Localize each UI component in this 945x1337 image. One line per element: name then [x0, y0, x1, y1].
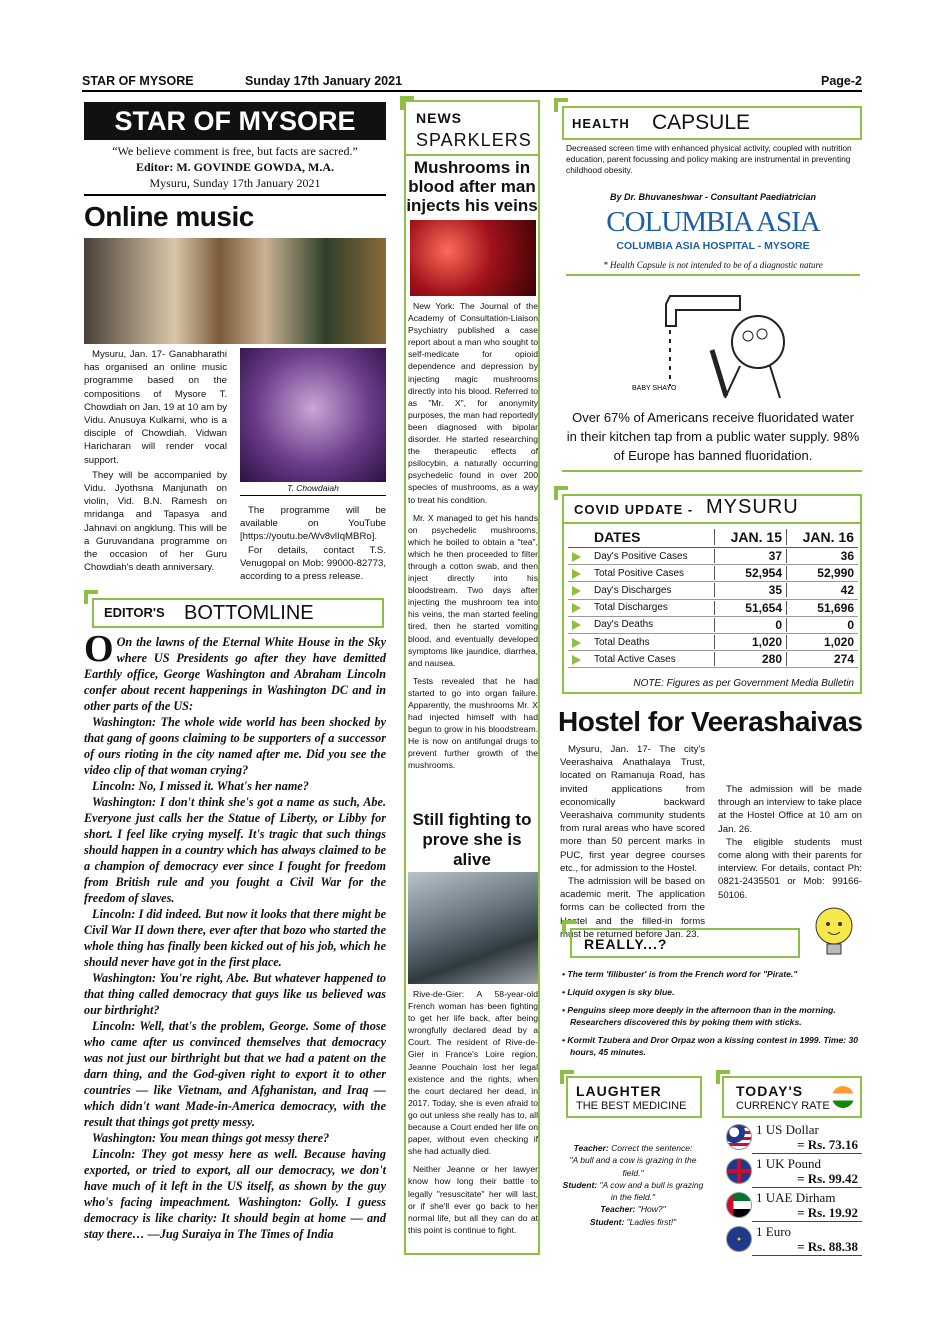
- currency-label2: CURRENCY RATE: [736, 1100, 830, 1112]
- news-p5: Neither Jeanne or her lawyer know how long their battle to legally "resuscitate" her will last, or if she'll ever go back to her normal life, but all they can do at this point is continue to fight.: [408, 1164, 538, 1235]
- news-h2: Still fighting to prove she is alive: [412, 810, 532, 869]
- header-paper: STAR OF MYSORE: [82, 74, 194, 88]
- flag-icon: [726, 1124, 752, 1150]
- news-label2: SPARKLERS: [416, 130, 532, 150]
- covid-row: Day's Deaths 0 0: [568, 617, 858, 634]
- really-label: REALLY...?: [584, 936, 668, 952]
- bullet-arrow-icon: [572, 620, 581, 630]
- music-col1: [84, 348, 227, 574]
- ed-p1: Washington: The whole wide world has been shocked by that gang of goons claiming to be supporters of a successor of ours rioting in the city named after me. Did you see the video clip of that woman crying?: [84, 715, 386, 777]
- joke-line: "A bull and a cow is grazing in the field.": [569, 1155, 697, 1178]
- covid-header-jan16: JAN. 16: [786, 529, 858, 545]
- bullet-arrow-icon: [572, 552, 581, 562]
- lightbulb-icon: [808, 902, 860, 964]
- tap-cartoon: [630, 286, 800, 404]
- ed-p8: Lincoln: They got messy here as well. Because having exported, or tried to export, all our democracy, we don't have much of it left in the US itself, as shown by the guy who's facing impeachment. Washington: Golly. I guess democracy is like charity: It should begin at home — and stay there… —Jug Suraiya in The Times of India: [84, 1147, 386, 1241]
- covid-row: Total Active Cases 280 274: [568, 651, 858, 668]
- currency-item: 1 UK Pound = Rs. 99.42: [722, 1154, 862, 1188]
- joke-line: Student: "Ladies first!": [589, 1216, 677, 1227]
- hostel-p2: The admission will be based on academic merit. The application forms can be collected from the Hostel and the filled-in forms must be returned before Jan. 23.: [560, 876, 705, 940]
- hostel-p3: The admission will be made through an interview to take place at the Hostel Office at 10 am on Jan. 26.: [718, 784, 862, 835]
- joke-line: Student: "A cow and a bull is grazing in the field.": [562, 1179, 704, 1203]
- hostel-p1: Mysuru, Jan. 17- The city's Veerashaiva Anathalaya Trust, located on Ramanuja Road, has invited applications from economically backward Veerashaiva community students from rural areas who have scored more than 50 percent marks in PUC, first year degree courses etc., for admission to the Hostel.: [560, 744, 705, 874]
- news-text2: [408, 988, 538, 1236]
- music-p2: They will be accompanied by Vidu. Jyothsna Manjunath on violin, Vid. B.N. Ramesh on mridanga and Tapasya and Jahnavi on angklung. This will be a Guruvandana programme on the occasion of her Guru Chowdiah's death anniversary.: [84, 469, 227, 574]
- news-p1: New York: The Journal of the Academy of Consultation-Liaison Psychiatry published a case report about a man who sought to self-medicate for opioid dependence and depression by injecting magic mushrooms directly into his blood. Referred to as "Mr. X", for anonymity purposes, the man had reportedly been diagnosed with bipolar disorder. He started researching the therapeutic effects of psilocybin, a naturally occurring psychedelic found in over 200 species of mushrooms, as a way to treat his condition.: [408, 301, 538, 505]
- editor-line: Editor: M. GOVINDE GOWDA, M.A.: [136, 160, 334, 174]
- health-label2: CAPSULE: [652, 111, 751, 134]
- list-item: • Penguins sleep more deeply in the afternoon than in the morning. Researchers discovered this by poking them with sticks.: [562, 1005, 836, 1027]
- covid-row: Total Positive Cases 52,954 52,990: [568, 565, 858, 582]
- covid-label2: MYSURU: [706, 496, 799, 518]
- news-p2: Mr. X managed to get his hands on psychedelic mushrooms, which he boiled to obtain a "tea", which he then proceeded to filter through a cotton swab, and then inject directly into his bloodstream. Two days after injecting the mushroom tea into his veins, the man started feeling tired, then he started vomiting blood, and eventually developed symptoms like jaundice, diarrhea, and nausea.: [408, 512, 538, 668]
- music-headline: Online music: [84, 201, 254, 232]
- health-byline: By Dr. Bhuvaneshwar - Consultant Paediatrician: [609, 192, 817, 202]
- covid-box: [562, 494, 862, 694]
- music-p3: The programme will be available on YouTube [https://youtu.be/Wv8vlIqMBRo].: [240, 505, 386, 543]
- covid-note: NOTE: Figures as per Government Media Bulletin: [633, 678, 854, 689]
- rule: [84, 194, 386, 196]
- really-list: [562, 968, 862, 1064]
- covid-header-jan15: JAN. 15: [714, 529, 786, 545]
- list-item: • The term 'filibuster' is from the French word for "Pirate.": [562, 969, 798, 979]
- masthead-title: STAR OF MYSORE: [84, 102, 386, 140]
- blood-cells-image: [410, 220, 536, 296]
- hospital-name: COLUMBIA ASIA HOSPITAL - MYSORE: [616, 240, 810, 252]
- covid-label1: COVID UPDATE -: [574, 502, 694, 517]
- ed-p7: Washington: You mean things got messy there?: [92, 1131, 330, 1145]
- chowdiah-photo: [240, 348, 386, 482]
- currency-item: 1 Euro = Rs. 88.38: [722, 1222, 862, 1256]
- covid-row: Day's Positive Cases 37 36: [568, 548, 858, 565]
- concert-photo: [84, 238, 386, 344]
- bullet-arrow-icon: [572, 569, 581, 579]
- hostel-p4: The eligible students must come along with their parents for interview. For details, contact Ph: 0821-2435501 or Mob: 99166-50106.: [718, 836, 862, 901]
- news-p3: Tests revealed that he had started to go into organ failure. Apparently, the mushrooms Mr. X had injected himself with had begun to grow in his bloodstream. He is now on antifungal drugs to prevent further growth of the mushrooms.: [408, 675, 538, 771]
- covid-row: Total Discharges 51,654 51,696: [568, 600, 858, 617]
- ed-p6: Lincoln: Well, that's the problem, George. Some of those who came after us convinced themselves that democracy was not just our birthright but that we had a patent on the darn thing, and the God-given right to export it to other countries — like Vietnam, and Afghanistan, and Iraq — which didn't want Made-in-America democracy, with the result that things got pretty messy.: [84, 1019, 386, 1129]
- currency-item: 1 UAE Dirham = Rs. 19.92: [722, 1188, 862, 1222]
- covid-row: Total Deaths 1,020 1,020: [568, 634, 858, 651]
- fluoride-fact: Over 67% of Americans receive fluoridated water in their kitchen tap from a public water supply. 98% of Europe has banned fluoridation.: [566, 410, 860, 463]
- bullet-arrow-icon: [572, 638, 581, 648]
- cartoon-signature: BABY SHAYO: [632, 385, 677, 392]
- news-p4: Rive-de-Gier: A 58-year-old French woman has been fighting to get her life back, after being wrongfully declared dead by a Court. The resident of Rive-de-Gier in France's Loire region, Jeanne Pouchain lost her legal existence and the rights, when the court declared her dead, in 2017. Today, she is even afraid to go out unless she really has to, all because a Court ended her life on paper, without even checking if she had actually died.: [408, 989, 538, 1157]
- hostel-col1: [560, 743, 705, 941]
- dateline: Mysuru, Sunday 17th January 2021: [149, 176, 321, 190]
- masthead-block: [84, 143, 386, 191]
- currency-tag: [722, 1076, 862, 1118]
- currency-label1: TODAY'S: [736, 1083, 804, 1099]
- health-tag: [562, 106, 862, 140]
- bullet-arrow-icon: [572, 655, 581, 665]
- laughter-label2: THE BEST MEDICINE: [576, 1100, 687, 1112]
- news-h1: Mushrooms in blood after man injects his veins: [406, 158, 538, 215]
- laughter-label1: LAUGHTER: [576, 1083, 662, 1099]
- flag-icon: [726, 1192, 752, 1218]
- header-date: Sunday 17th January 2021: [245, 74, 403, 88]
- editors-label1: EDITOR'S: [104, 605, 165, 620]
- music-p4: For details, contact T.S. Venugopal on Mob: 99000-82773, according to a press release.: [240, 544, 386, 583]
- covid-header-dates: DATES: [594, 528, 641, 545]
- health-label1: HEALTH: [572, 116, 630, 131]
- ed-p2: Lincoln: No, I missed it. What's her name?: [92, 779, 309, 793]
- ed-p0: O On the lawns of the Eternal White House in the Sky where US Presidents go after they have demitted Earthly office, George Washington and Abraham Lincoln confer about recent happenings in Washington DC and in other parts of the US:: [84, 628, 386, 713]
- really-tag: [570, 928, 800, 958]
- list-item: • Kormit Tzubera and Dror Orpaz won a kissing contest in 1999. Time: 30 hours, 45 minutes.: [562, 1035, 859, 1057]
- header-page: Page-2: [821, 74, 862, 88]
- hostel-col2: [718, 743, 862, 902]
- ed-p4: Lincoln: I did indeed. But now it looks that there might be Civil War II down there, ever after that bozo who started the whole thing has finally been kicked out of his job, which he should never have got in the first place.: [84, 907, 386, 969]
- music-p1: Mysuru, Jan. 17- Ganabharathi has organised an online music programme based on the compositions of Mysore T. Chowdiah on Jan. 19 at 10 am by Vidu. Anusuya Kulkarni, who is a disciple of Chowdiah. Vidwan Haricharan will render vocal support.: [84, 349, 227, 466]
- ed-p3: Washington: I don't think she's got a name as such, Abe. Everyone just calls her the Statue of Liberty, or Libby for short. I feel like crying myself. It's tragic that such things should happen in a country which has always claimed to be a champion of democracy ever since I fought for freedom from British rule and you fought a Civil War for the freedom of slaves.: [84, 795, 386, 905]
- currency-item: 1 US Dollar = Rs. 73.16: [722, 1120, 862, 1154]
- bullet-arrow-icon: [572, 603, 581, 613]
- currency-list: [722, 1120, 862, 1256]
- joke-line: Teacher: Correct the sentence:: [573, 1143, 693, 1153]
- laughter-tag: [566, 1076, 702, 1118]
- flag-icon: [726, 1158, 752, 1184]
- news-text1: [408, 300, 538, 772]
- news-label1: NEWS: [416, 110, 462, 126]
- ed-p5: Washington: You're right, Abe. But whatever happened to that thing called democracy that guys like us believed was our birthright?: [84, 971, 386, 1017]
- page-header: [82, 72, 862, 92]
- health-text: Decreased screen time with enhanced physical activity, coupled with nutrition education, parent focussing and policy making are instrumental in preventing childhood obesity.: [566, 143, 852, 175]
- music-col2: [240, 504, 386, 583]
- bullet-arrow-icon: [572, 586, 581, 596]
- news-tag: [404, 100, 540, 156]
- motto: “We believe comment is free, but facts are sacred.”: [112, 144, 358, 158]
- editors-text: [84, 628, 386, 1242]
- editors-tag: [92, 598, 384, 628]
- health-disclaimer: * Health Capsule is not intended to be of a diagnostic nature: [566, 260, 860, 276]
- hostel-headline: Hostel for Veerashaivas: [558, 706, 863, 737]
- list-item: • Liquid oxygen is sky blue.: [562, 987, 675, 997]
- jeanne-photo: [408, 872, 538, 984]
- joke-line: Teacher: "How?": [600, 1204, 666, 1215]
- columbia-logo: COLUMBIA ASIA: [606, 206, 820, 238]
- covid-row: Day's Discharges 35 42: [568, 582, 858, 599]
- laughter-joke: [562, 1142, 704, 1228]
- health-rule: [562, 470, 862, 472]
- photo-caption: T. Chowdaiah: [240, 483, 386, 496]
- flag-icon: [726, 1226, 752, 1252]
- editors-label2: BOTTOMLINE: [184, 602, 314, 624]
- india-flag-icon: [832, 1086, 854, 1108]
